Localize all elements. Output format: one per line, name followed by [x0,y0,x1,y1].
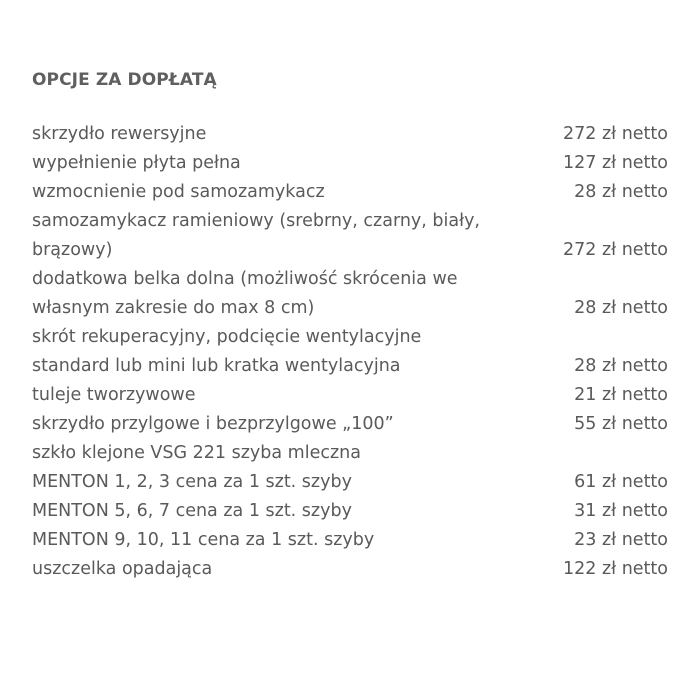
list-item [32,381,668,410]
item-price: 31 zł netto [574,501,668,521]
item-label: samozamykacz ramieniowy (srebrny, czarny, biały, brązowy) [32,211,480,260]
item-label: tuleje tworzywowe [32,385,196,405]
list-item [32,120,668,149]
item-price: 28 zł netto [574,182,668,202]
item-price: 55 zł netto [574,414,668,434]
item-price: 122 zł netto [563,559,668,579]
item-label: dodatkowa belka dolna (możliwość skrócenia we własnym zakresie do max 8 cm) [32,269,458,318]
item-price: 61 zł netto [574,472,668,492]
item-price: 23 zł netto [574,530,668,550]
item-label: uszczelka opadająca [32,559,213,579]
list-item [32,178,668,207]
list-item [32,468,668,497]
item-price: 272 zł netto [563,240,668,260]
item-label: wypełnienie płyta pełna [32,153,241,173]
list-item [32,497,668,526]
item-label: MENTON 5, 6, 7 cena za 1 szt. szyby [32,501,352,521]
item-label: szkło klejone VSG 221 szyba mleczna [32,443,361,463]
item-price: 28 zł netto [574,356,668,376]
list-item [32,149,668,178]
item-label: MENTON 9, 10, 11 cena za 1 szt. szyby [32,530,375,550]
list-item [32,526,668,555]
item-price: 127 zł netto [563,153,668,173]
item-price: 21 zł netto [574,385,668,405]
list-item [32,323,668,381]
item-price: 28 zł netto [574,298,668,318]
item-price: 272 zł netto [563,124,668,144]
list-item [32,439,668,468]
options-list [32,120,668,584]
item-label: skrót rekuperacyjny, podcięcie wentylacyjne standard lub mini lub kratka wentylacyjna [32,327,422,376]
list-item [32,555,668,584]
item-label: skrzydło rewersyjne [32,124,207,144]
list-item [32,207,668,265]
list-item [32,410,668,439]
item-label: wzmocnienie pod samozamykacz [32,182,325,202]
item-label: skrzydło przylgowe i bezprzylgowe „100” [32,414,394,434]
item-label: MENTON 1, 2, 3 cena za 1 szt. szyby [32,472,352,492]
list-item [32,265,668,323]
section-heading: OPCJE ZA DOPŁATĄ [32,70,217,90]
